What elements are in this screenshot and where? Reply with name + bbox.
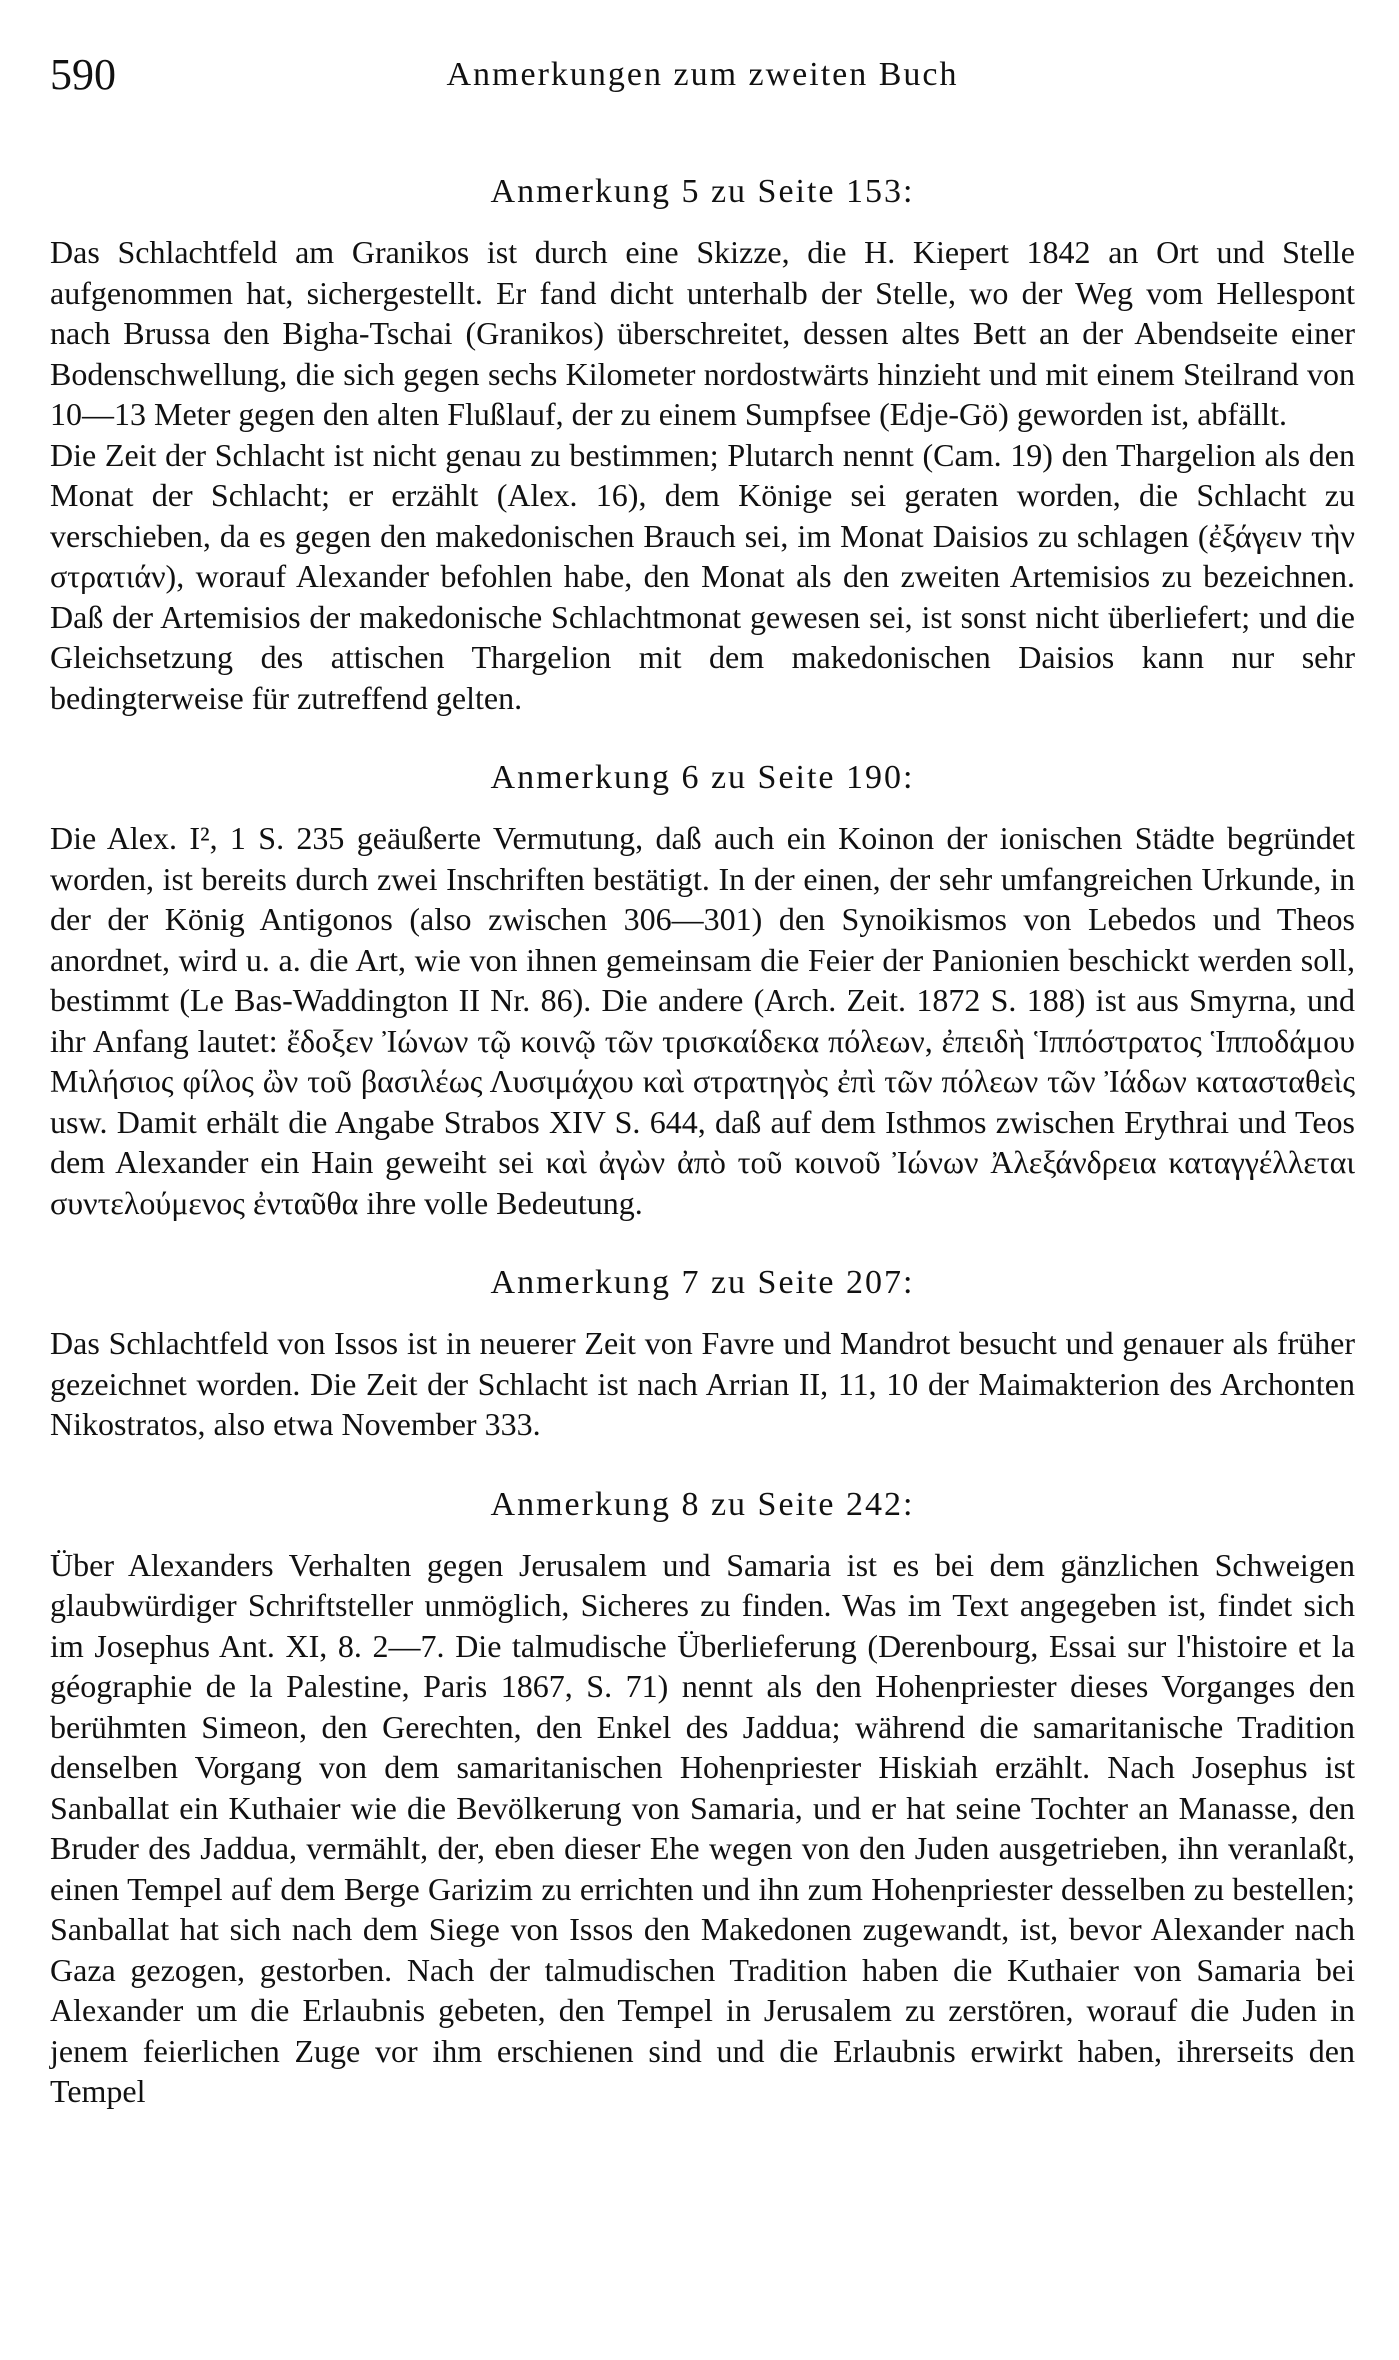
note-paragraph: Über Alexanders Verhalten gegen Jerusalem und Samaria ist es bei dem gänzlichen Schweigen glaubwürdiger Schriftsteller unmöglich, Sicheres zu finden. Was im Text angegeben ist, findet sich im Josephus Ant. XI, 8. 2—7. Die talmudische Überlieferung (Derenbourg, Essai sur l'histoire et la géographie de la Palestine, Paris 1867, S. 71) nennt als den Hohenpriester dieses Vorganges den berühmten Simeon, den Gerechten, den Enkel des Jaddua; während die samaritanische Tradition denselben Vorgang von dem samaritanischen Hohenpriester Hiskiah erzählt. Nach Josephus ist Sanballat ein Kuthaier wie die Bevölkerung von Samaria, und er hat seine Tochter an Manasse, den Bruder des Jaddua, vermählt, der, eben dieser Ehe wegen von den Juden ausgetrieben, ihn veranlaßt, einen Tempel auf dem Berge Garizim zu errichten und ihn zum Hohenpriester desselben zu bestellen; Sanballat hat sich nach dem Siege von Issos den Makedonen zugewandt, ist, bevor Alexander nach Gaza gezogen, gestorben. Nach der talmudischen Tradition haben die Kuthaier von Samaria bei Alexander um die Erlaubnis gebeten, den Tempel in Jerusalem zu zerstören, worauf die Juden in jenem feierlichen Zuge vor ihm erschienen sind und die Erlaubnis erwirkt haben, ihrerseits den Tempel — [50, 1546, 1355, 2109]
note-6 — [50, 756, 1355, 1223]
note-paragraph: Das Schlachtfeld von Issos ist in neuerer Zeit von Favre und Mandrot besucht und genauer als früher gezeichnet worden. Die Zeit der Schlacht ist nach Arrian II, 11, 10 der Maimakterion des Archonten Nikostratos, also etwa November 333. — [50, 1325, 1355, 1442]
note-5 — [50, 170, 1355, 718]
note-heading: Anmerkung 7 zu Seite 207: — [490, 1264, 915, 1301]
note-paragraph: Das Schlachtfeld am Granikos ist durch eine Skizze, die H. Kiepert 1842 an Ort und Stelle aufgenommen hat, sichergestellt. Er fand dicht unterhalb der Stelle, wo der Weg vom Hellespont nach Brussa den Bigha-Tschai (Granikos) überschreitet, dessen altes Bett an der Abendseite einer Bodenschwellung, die sich gegen sechs Kilometer nordostwärts hinzieht und mit einem Steilrand von 10—13 Meter gegen den alten Flußlauf, der zu einem Sumpfsee (Edje-Gö) geworden ist, abfällt. — [50, 234, 1355, 432]
running-title: Anmerkungen zum zweiten Buch — [446, 56, 959, 93]
note-8 — [50, 1483, 1355, 2112]
running-head — [50, 40, 1355, 110]
page-number: 590 — [50, 50, 116, 99]
note-paragraph: Die Alex. I², 1 S. 235 geäußerte Vermutung, daß auch ein Koinon der ionischen Städte begründet worden, ist bereits durch zwei Inschriften bestätigt. In der einen, der sehr umfangreichen Urkunde, in der der König Antigonos (also zwischen 306—301) den Synoikismos von Lebedos und Theos anordnet, wird u. a. die Art, wie von ihnen gemeinsam die Feier der Panionien beschickt werden soll, bestimmt (Le Bas-Waddington II Nr. 86). Die andere (Arch. Zeit. 1872 S. 188) ist aus Smyrna, und ihr Anfang lautet: ἔδοξεν Ἰώνων τῷ κοινῷ τῶν τρισκαίδεκα πόλεων, ἐπειδὴ Ἱππόστρατος Ἱπποδάμου Μιλήσιος φίλος ὢν τοῦ βασιλέως Λυσιμάχου καὶ στρατηγὸς ἐπὶ τῶν πόλεων τῶν Ἰάδων κατασταθεὶς usw. Damit erhält die Angabe Strabos XIV S. 644, daß auf dem Isthmos zwischen Erythrai und Teos dem Alexander ein Hain geweiht sei καὶ ἀγὼν ἀπὸ τοῦ κοινοῦ Ἰώνων Ἀλεξάνδρεια καταγγέλλεται συντελούμενος ἐνταῦθα ihre volle Bedeutung. — [50, 820, 1355, 1221]
note-heading: Anmerkung 8 zu Seite 242: — [490, 1485, 915, 1523]
book-page — [50, 40, 1355, 2112]
note-paragraph: Die Zeit der Schlacht ist nicht genau zu bestimmen; Plutarch nennt (Cam. 19) den Thargelion als den Monat der Schlacht; er erzählt (Alex. 16), dem Könige sei geraten worden, die Schlacht zu verschieben, da es gegen den makedonischen Brauch sei, im Monat Daisios zu schlagen (ἐξάγειν τὴν στρατιάν), worauf Alexander befohlen habe, den Monat als den zweiten Artemisios zu bezeichnen. Daß der Artemisios der makedonische Schlachtmonat gewesen sei, ist sonst nicht überliefert; und die Gleichsetzung des attischen Thargelion mit dem makedonischen Daisios kann nur sehr bedingterweise für zutreffend gelten. — [50, 436, 1355, 716]
note-7 — [50, 1261, 1355, 1445]
note-heading: Anmerkung 6 zu Seite 190: — [490, 759, 915, 796]
note-heading: Anmerkung 5 zu Seite 153: — [490, 173, 915, 210]
